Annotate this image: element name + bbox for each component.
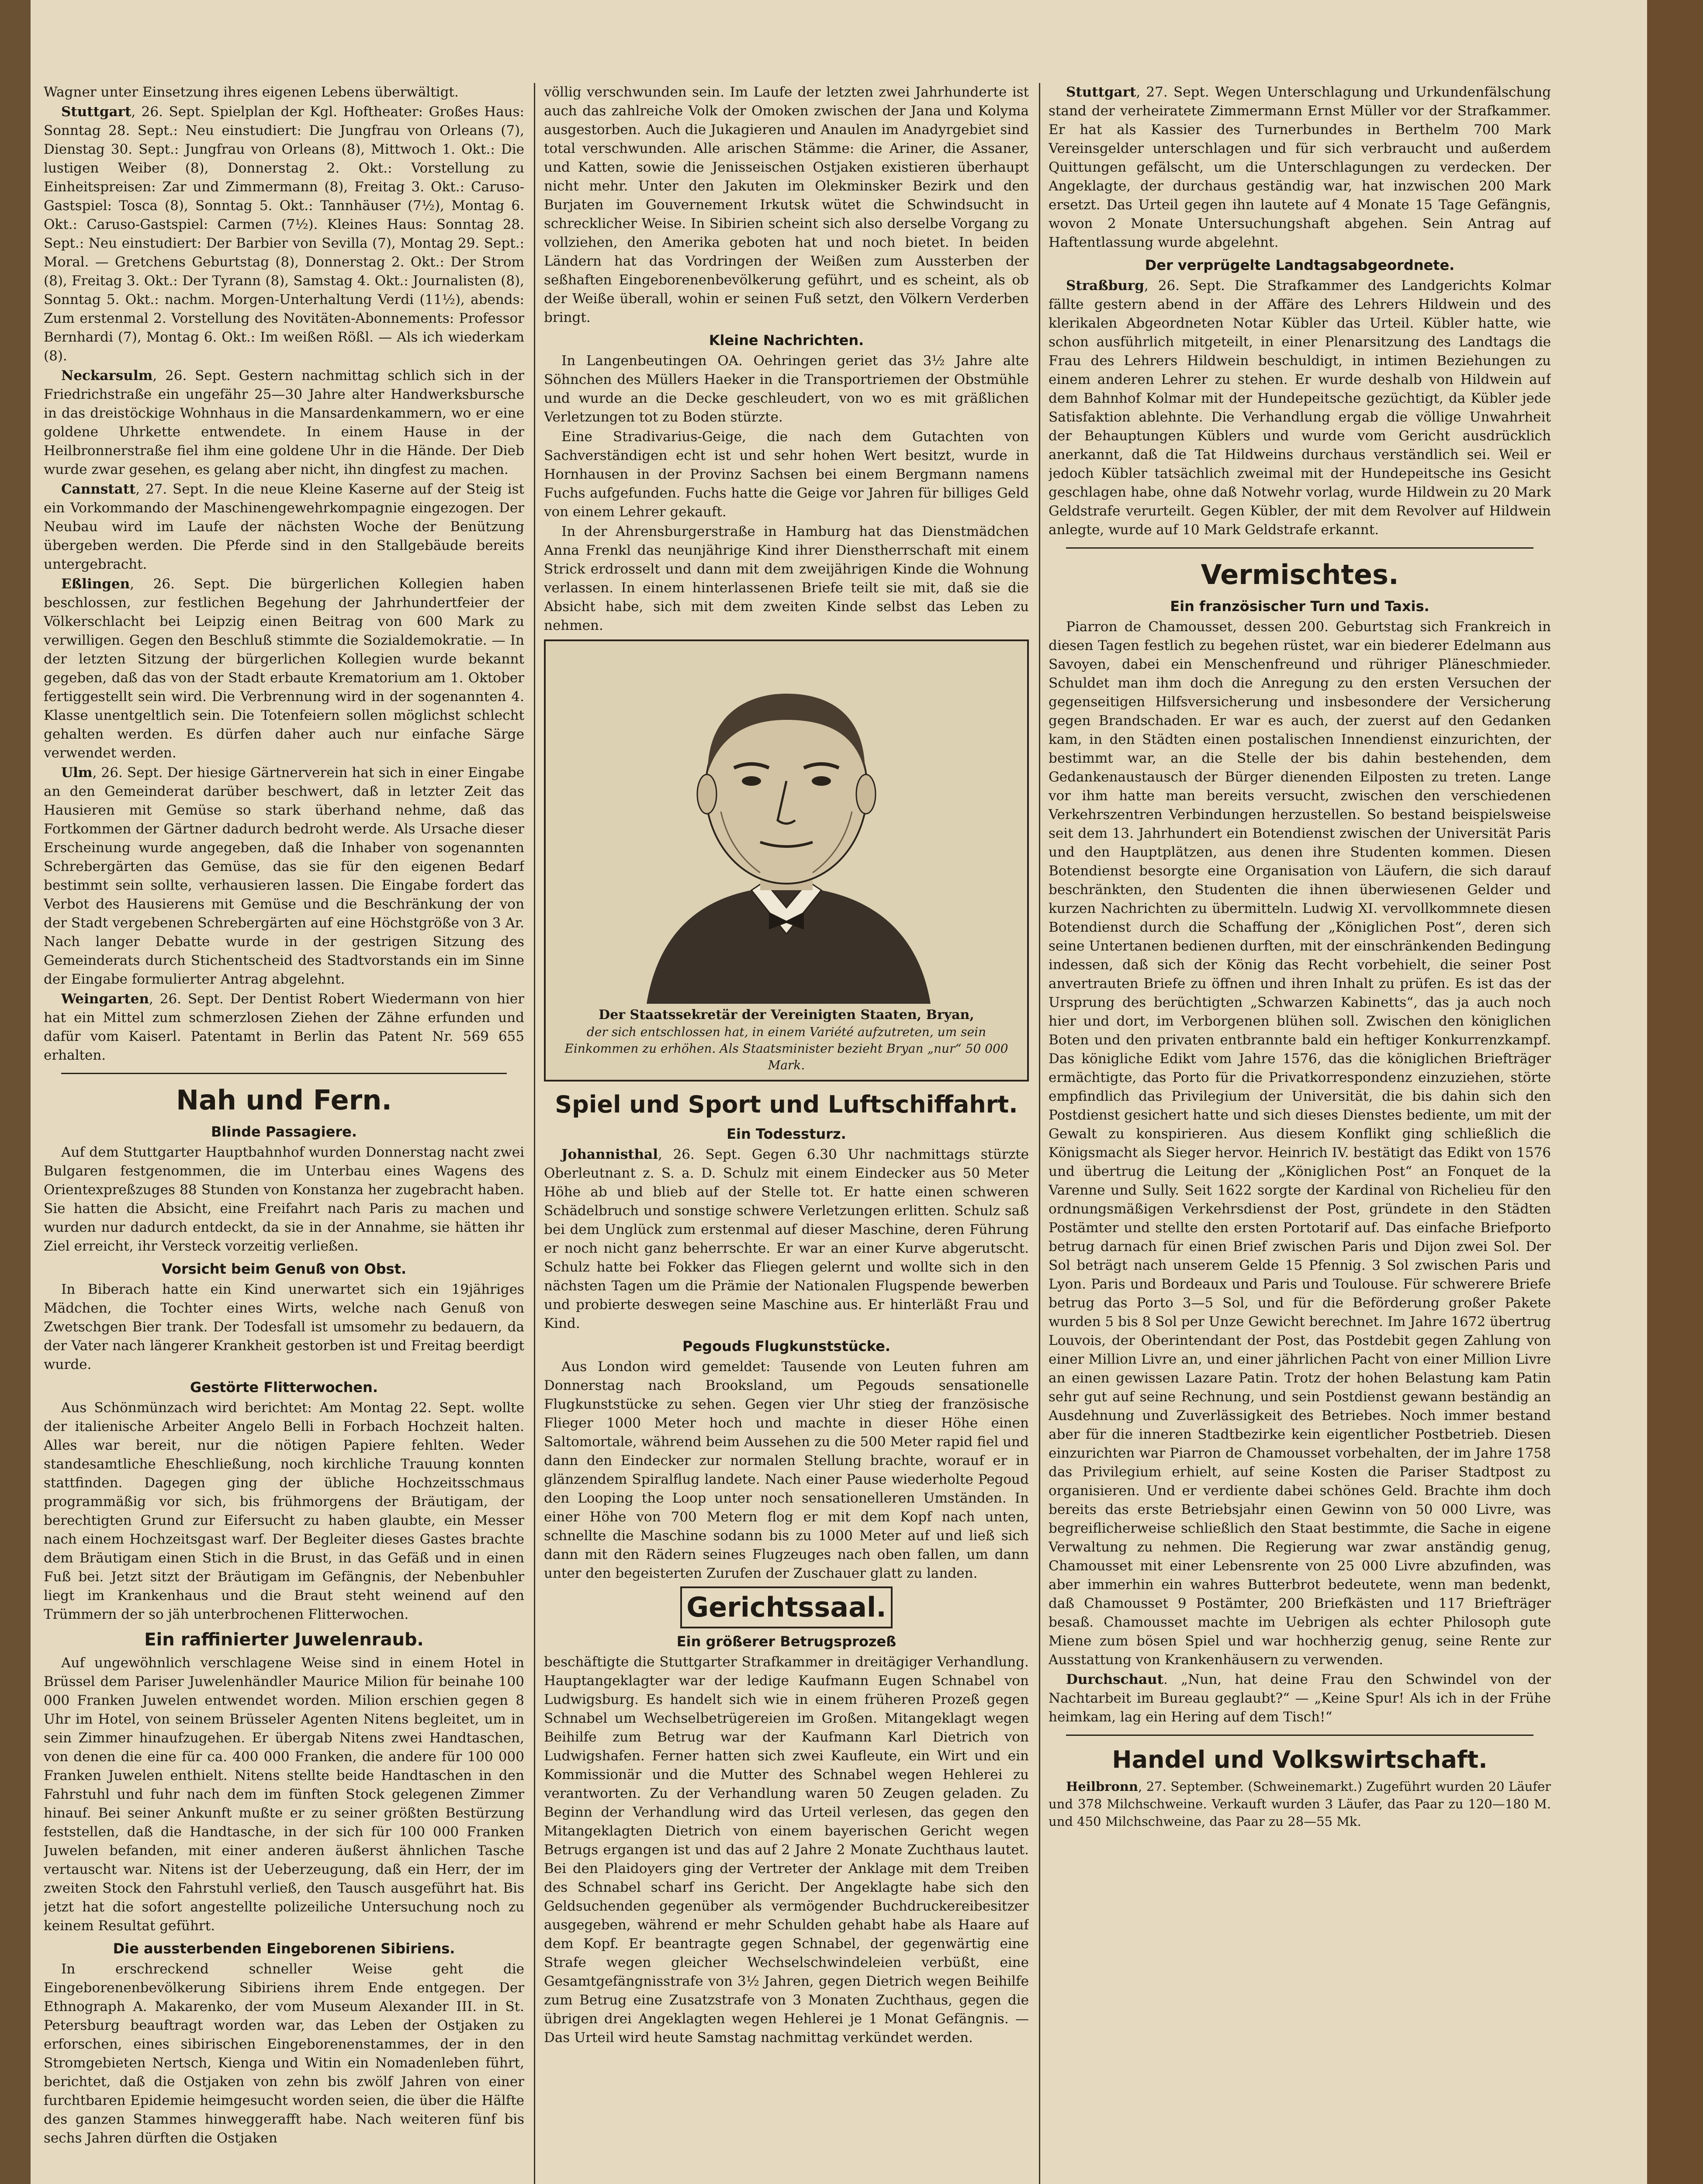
section-title-gerichtssaal: [544, 1586, 1029, 1628]
headline-todessturz: Ein Todessturz.: [727, 1126, 846, 1142]
article-neckarsulm: [44, 366, 524, 479]
article-stradivarius: Eine Stradivarius-Geige, die nach dem Gutachten von Sachverständigen echt ist und sehr hohen Wert besitzt, wurde in Hornhausen in der Provinz Sachsen bei einem Bergmann namens Fuchs aufgefunden. Fuchs hatte die Geige vor Jahren für billiges Geld von einem Lehrer gekauft.: [544, 429, 1029, 520]
article-text: , 27. Sept. In die neue Kleine Kaserne auf der Steig ist ein Vorkommando der Maschinengewehrkompagnie eingezogen. Der Neubau wird im Laufe der nächsten Woche der Benützung übergeben werden. Die Pferde sind in den Stallgebäude bereits untergebracht.: [44, 481, 524, 572]
portrait-illustration-box: [544, 639, 1029, 1082]
article-langenbeutingen: In Langenbeutingen OA. Oehringen geriet das 3½ Jahre alte Söhnchen des Müllers Haeker in die Transportriemen der Obstmühle und wurde an die Decke geschleudert, von wo es mit gräßlichen Verletzungen tot zu Boden stürzte.: [544, 353, 1029, 425]
column-1: [44, 83, 524, 2184]
article-durchschaut: [1049, 1670, 1551, 1727]
article-cannstatt: [44, 480, 524, 574]
article-turn-und-taxis: Piarron de Chamousset, dessen 200. Geburtstag sich Frankreich in diesen Tagen festlich zu begehen rüstet, war ein biederer Edelmann aus Savoyen, dabei ein Menschenfreund und rühriger Pläneschmieder. Schuldet man ihm doch die Anregung zu den ersten Versuchen der gegenseitigen Hilfsversicherung und insbesondere der Versicherung gegen Brandschaden. Er war es auch, der zuerst auf den Gedanken kam, in den Städten einen postalischen Innendienst einzurichten, der bestimmt war, an die Stelle der bis dahin bestehenden, dem Gedankenaustausch der Bürger dienenden Eilposten zu treten. Lange vor ihm hatte man bereits versucht, zwischen den verschiedenen Verkehrszentren Verbindungen herzustellen. So bestand beispielsweise seit dem 13. Jahrhundert ein Botendienst zwischen der Universität Paris und den Hauptplätzen, aus denen ihre Studenten kommen. Diesen Botendienst besorgte eine Organisation von Läufern, die sich darauf beschränkten, den Studenten die ihnen überwiesenen Gelder und kurzen Nachrichten zu übermitteln. Ludwig XI. vervollkommnete diesen Botendienst durch die Schaffung der „Königlichen Post“, deren sich seine Untertanen bedienen durften, mit der einschränkenden Bedingung indessen, daß sich der König das Recht vorbehielt, die seiner Post anvertrauten Briefe zu öffnen und ihren Inhalt zu prüfen. Es ist das der Ursprung des berüchtigten „Schwarzen Kabinetts“, das ja auch noch hier und dort, im Verborgenen blühen soll. Zwischen den königlichen Boten und den privaten entbrannte bald ein heftiger Konkurrenzkampf. Das königliche Edikt vom Jahre 1576, das die königlichen Briefträger ermächtigte, das Porto für die Privatkorrespondenz einzuziehen, störte empfindlich das Privilegium der Universität, die bis dahin sich den Postdienst gesichert hatte und sich dieses Dienstes bediente, um mit der Gewalt zu konspirieren. Aus diesem Konflikt ging schließlich die Königsmacht als Sieger hervor. Heinrich IV. bestätigt das Edikt von 1576 und übertrug die Leitung der „Königlichen Post“ an Fonquet de la Varenne und Sully. Seit 1622 sorgte der Kardinal von Richelieu für den ordnungsmäßigen Verkehrsdienst der Post, gründete in den Städten Postämter und stellte den ersten Portotarif auf. Das einfache Briefporto betrug darnach für einen Brief zwischen Paris und Dijon zwei Sol. Der Sol beträgt nach unserem Gelde 15 Pfennig. 3 Sol zwischen Paris und Lyon. Paris und Bordeaux und Paris und Toulouse. Für schwerere Briefe betrug das Porto 3—5 Sol, und für die Beförderung großer Pakete wurden 5 bis 8 Sol per Unze Gewicht berechnet. Im Jahre 1672 übertrug Louvois, der Oberintendant der Post, das Postdebit gegen Zahlung von einer Million Livre an, und einer jährlichen Pacht von einer Million Livre an einen gewissen Lazare Patin. Trotz der hohen Belastung kam Patin sehr gut auf seine Rechnung, und sein Postdienst gewann beständig an Ausdehnung und Zuverlässigkeit des Betriebes. Noch immer bestand aber für die inneren Stadtbezirke kein eigentlicher Postbetrieb. Diesen einzurichten war Piarron de Chamousset vorbehalten, der im Jahre 1758 das Privilegium erhielt, auf seine Kosten die Pariser Stadtpost zu organisieren. Und er verdiente dabei schönes Geld. Brachte ihm doch bereits das erste Betriebsjahr einen Gewinn von 50 000 Livre, was begreiflicherweise schließlich den Staat bestimmte, die Sache in eigene Verwaltung zu nehmen. Die Regierung war zwar anständig genug, Chamousset mit einer Lebensrente von 25 000 Livre abzufinden, was aber immerhin ein wahres Butterbrot bedeutete, wenn man bedenkt, daß Chamousset 9 Postämter, 200 Briefkästen und 117 Briefträger besaß. Chamousset machte im Uebrigen als echter Philosoph gute Miene zum bösen Spiel und war hochherzig genug, seine Rente zur Ausstattung von Krankenhäusern zu verwenden.: [1049, 619, 1551, 1668]
headline-sibirien: Die aussterbenden Eingeborenen Sibiriens.: [113, 1940, 455, 1957]
divider: [1066, 1735, 1533, 1736]
article-hamburg: In der Ahrensburgerstraße in Hamburg hat das Dienstmädchen Anna Frenkl das neunjährige Kind ihrer Dienstherrschaft mit einem Strick erdrosselt und dann mit dem zweijährigen Kinde die Wohnung verlassen. In einem hinterlassenen Briefe teilt sie mit, daß sie die Absicht habe, sich mit dem zweiten Kinde selbst das Leben zu nehmen.: [544, 524, 1029, 633]
article-stuttgart-theater: [44, 103, 524, 366]
column-rule: [1039, 83, 1040, 2184]
column-2: [544, 83, 1029, 2184]
intro-text: Wagner unter Einsetzung ihres eigenen Lebens überwältigt.: [44, 84, 459, 100]
placename: Weingarten: [61, 991, 149, 1007]
article-text: , 26. Sept. Die Strafkammer des Landgerichts Kolmar fällte gestern abend in der Affäre des Lehrers Hildwein und des klerikalen Abgeordneten Notar Kübler das Urteil. Kübler hatte, wie schon ausführlich mitgeteilt, in einer Plenarsitzung des Landtags die Frau des Lehrers Hildwein beschuldigt, in intimen Beziehungen zu einem anderen Lehrer zu stehen. Er wurde deshalb von Hildwein auf dem Bahnhof Kolmar mit der Hundepeitsche gezüchtigt, da Kübler jede Satisfaktion ablehnte. Die Verhandlung ergab die völlige Unwahrheit der Behauptungen Küblers und wurde vom Gericht ausdrücklich anerkannt, daß die Tat Hildweins durchaus verständlich sei. Weil er jedoch Kübler tatsächlich zweimal mit der Hundepeitsche ins Gesicht geschlagen habe, ohne daß Notwehr vorlag, wurde Hildwein zu 20 Mark Geldstrafe verurteilt. Gegen Kübler, der mit dem Revolver auf Hildwein anlegte, wurde auf 10 Mark Geldstrafe erkannt.: [1049, 278, 1551, 538]
book-binding-edge: [1647, 0, 1703, 2184]
section-title-nah-und-fern: Nah und Fern.: [176, 1084, 392, 1116]
article-juwelenraub: Auf ungewöhnlich verschlagene Weise sind in einem Hotel in Brüssel dem Pariser Juwelenhändler Maurice Milion für beinahe 100 000 Franken Juwelen entwendet worden. Milion erschien gegen 8 Uhr im Hotel, von seinem Brüsseler Agenten Nitens begleitet, um in sein Zimmer hinaufzugehen. Er übergab Nitens zwei Handtaschen, von denen die eine für ca. 400 000 Franken, die andere für 100 000 Franken Juwelen enthielt. Nitens stellte beide Handtaschen in den Fahrstuhl und fuhr nach dem im fünften Stock gelegenen Zimmer hinauf. Bei seiner Ankunft mußte er zu seiner größten Bestürzung feststellen, daß die Handtasche, in der sich für 100 000 Franken Juwelen befanden, mit einer anderen äußerst ähnlichen Tasche vertauscht war. Nitens ist der Ueberzeugung, daß ein Herr, der im zweiten Stock den Fahrstuhl verließ, den Tausch ausgeführt hat. Bis jetzt hat die sofort angestellte polizeiliche Untersuchung noch zu keinem Resultat geführt.: [44, 1655, 524, 1934]
headline-pegoud: Pegouds Flugkunststücke.: [682, 1338, 890, 1355]
column-rule: [534, 83, 535, 2184]
article-vorsicht-obst: In Biberach hatte ein Kind unerwartet sich ein 19jähriges Mädchen, die Tochter eines Wirts, welche nach Genuß von Zwetschgen Bier trank. Der Todesfall ist umsomehr zu bedauern, da der Vater nach längerer Krankheit gestorben ist und Freitag beerdigt wurde.: [44, 1282, 524, 1372]
headline-landtagsabgeordnete: Der verprügelte Landtagsabgeordnete.: [1145, 257, 1455, 273]
article-todessturz: [544, 1145, 1029, 1333]
divider: [61, 1073, 507, 1074]
section-title-vermischtes: Vermischtes.: [1201, 559, 1399, 591]
column-3: [1049, 83, 1551, 2184]
placename: Stuttgart: [61, 104, 132, 120]
placename: Cannstatt: [61, 481, 136, 497]
placename: Ulm: [61, 765, 93, 781]
article-text: , 26. Sept. Der hiesige Gärtnerverein hat sich in einer Eingabe an den Gemeinderat darüber beschwert, daß in letzter Zeit das Hausieren mit Gemüse so stark überhand nehme, daß das Fortkommen der Gärtner dadurch bedroht werde. Als Ursache dieser Erscheinung wurde angegeben, daß die Inhaber von sogenannten Schrebergärten das Gemüse, das sie für den eigenen Bedarf bestimmt sein sollte, verhausieren lassen. Die Eingabe fordert das Verbot des Hausierens mit Gemüse und die Beschränkung der von der Stadt vergebenen Schrebergärten auf eine Höchstgröße von 3 Ar. Nach langer Debatte wurde in der gestrigen Sitzung des Gemeinderats durch Stichentscheid des Stadtvorstands ein im Sinne der Eingabe formulierter Antrag abgelehnt.: [44, 765, 524, 987]
placename: Neckarsulm: [61, 368, 153, 384]
article-schweinemarkt: [1049, 1778, 1551, 1830]
article-text: , 26. Sept. Spielplan der Kgl. Hoftheater: Großes Haus: Sonntag 28. Sept.: Neu einstudiert: Die Jungfrau von Orleans (7), Dienstag 30. Sept.: Jungfrau von Orleans (8), Mittwoch 1. Okt.: Die lustigen Weiber (8), Donnerstag 2. Okt.: Vorstellung zu Einheitspreisen: Zar und Zimmermann (8), Freitag 3. Okt.: Caruso-Gastspiel: Tosca (8), Sonntag 5. Okt.: Tannhäuser (7½), Montag 6. Okt.: Caruso-Gastspiel: Carmen (7½). Kleines Haus: Sonntag 28. Sept.: Neu einstudiert: Der Barbier von Sevilla (7), Montag 29. Sept.: Moral. — Gretchens Geburtstag (8), Donnerstag 2. Okt.: Der Strom (8), Freitag 3. Okt.: Der Tyrann (8), Samstag 4. Okt.: Journalisten (8), Sonntag 5. Okt.: nachm. Morgen-Unterhaltung Verdi (11½), abends: Zum erstenmal 2. Vorstellung des Novitäten-Abonnements: Professor Bernhardi (7), Montag 6. Okt.: Im weißen Rößl. — Als ich wiederkam (8).: [44, 104, 524, 364]
article-text: . „Nun, hat deine Frau den Schwindel von der Nachtarbeit im Bureau geglaubt?“ — „Keine Spur! Als ich in der Frühe heimkam, lag ein Hering auf dem Tisch!“: [1049, 1672, 1551, 1725]
article-sibirien: In erschreckend schneller Weise geht die Eingeborenenbevölkerung Sibiriens ihrem Ende entgegen. Der Ethnograph A. Makarenko, der vom Museum Alexander III. in St. Petersburg beauftragt worden war, das Leben der Ostjaken zu erforschen, eines sibirischen Eingeborenenstammes, der in den Stromgebieten Nertsch, Kienga und Witin ein Nomadenleben führt, berichtet, daß die Ostjaken von zehn bis zwölf Jahren von einer furchtbaren Epidemie heimgesucht worden seien, die über die Hälfte des ganzen Stammes hinweggerafft habe. Nach weiteren fünf bis sechs Jahren dürften die Ostjaken: [44, 1961, 524, 2146]
article-pegoud: Aus London wird gemeldet: Tausende von Leuten fuhren am Donnerstag nach Brooksland, um Pegouds sensationelle Flugkunststücke zu sehen. Gegen vier Uhr stieg der französische Flieger 1000 Meter hoch und machte in dieser Höhe einen Saltomortale, während beim Aussehen zu die 500 Meter rapid fiel und dann den Eindecker zur normalen Stellung brachte, worauf er in glänzendem Spiralflug landete. Nach einer Pause wiederholte Pegoud den Looping the Loop unter noch sensationelleren Umständen. In einer Höhe von 700 Metern flog er mit dem Kopf nach unten, schnellte die Maschine sodann bis zu 1000 Meter auf und ließ sich dann mit den Rädern seines Flugzeuges nach oben fallen, um dann unter den begeisterten Zurufen der Zuschauer glatt zu landen.: [544, 1359, 1029, 1581]
article-text: , 26. Sept. Der Dentist Robert Wiedermann von hier hat ein Mittel zum schmerzlosen Ziehen der Zähne erfunden und dafür vom Kaiserl. Patentamt in Berlin das Patent Nr. 569 655 erhalten.: [44, 991, 524, 1063]
portrait-bryan-image: [620, 646, 952, 1004]
article-text: , 27. September. (Schweinemarkt.) Zugeführt wurden 20 Läufer und 378 Milchschweine. Verkauft wurden 3 Läufer, das Paar zu 120—180 M. und 450 Milchschweine, das Paar zu 28—55 Mk.: [1049, 1779, 1551, 1829]
headline-flitterwochen: Gestörte Flitterwochen.: [190, 1379, 378, 1396]
placename: Eßlingen: [61, 576, 130, 592]
placename: Straßburg: [1066, 278, 1144, 294]
section-title-handel: Handel und Volkswirtschaft.: [1112, 1746, 1488, 1773]
gerichtssaal-label: Gerichtssaal.: [680, 1586, 893, 1628]
article-blinde-passagiere: Auf dem Stuttgarter Hauptbahnhof wurden Donnerstag nacht zwei Bulgaren festgenommen, die im Unterbau eines Wagens des Orientexpreßzuges 88 Stunden von Konstanza her zugebracht haben. Sie hatten die Absicht, eine Freifahrt nach Paris zu machen und wurden nur dadurch entdeckt, da sie in der Annahme, sie hätten ihr Ziel erreicht, ihr Versteck vorzeitig verließen.: [44, 1144, 524, 1254]
article-weingarten: [44, 990, 524, 1065]
article-landtagsabgeordnete: [1049, 276, 1551, 539]
placename: Heilbronn: [1066, 1779, 1138, 1794]
headline-turn-und-taxis: Ein französischer Turn und Taxis.: [1170, 598, 1430, 615]
section-title-sport: Spiel und Sport und Luftschiffahrt.: [555, 1091, 1018, 1118]
article-esslingen: [44, 575, 524, 763]
article-text: , 26. Sept. Gestern nachmittag schlich sich in der Friedrichstraße ein ungefähr 25—30 Jahre alter Handwerksbursche in das dreistöckige Wohnhaus in die Mansardenkammern, wo er eine goldene Uhrkette entwendete. In einem Hause in der Heilbronnerstraße fiel ihm eine goldene Uhr in die Hände. Der Dieb wurde zwar gesehen, es gelang aber nicht, ihn dingfest zu machen.: [44, 368, 524, 477]
article-text: , 27. Sept. Wegen Unterschlagung und Urkundenfälschung stand der verheiratete Zimmermann Ernst Müller vor der Strafkammer. Er hat als Kassier des Turnerbundes in Berthelm 700 Mark Vereinsgelder unterschlagen und für sich verbraucht und außerdem Quittungen gefälscht, um die Unterschlagungen zu verdecken. Der Angeklagte, der durchaus geständig war, hat inzwischen 200 Mark ersetzt. Das Urteil gegen ihn lautete auf 4 Monate 15 Tage Gefängnis, wovon 2 Monate Untersuchungshaft abgehen. Sein Antrag auf Haftentlassung wurde abgelehnt.: [1049, 84, 1551, 250]
article-text: , 26. Sept. Die bürgerlichen Kollegien haben beschlossen, zur festlichen Begehung der Jahrhundertfeier der Völkerschlacht bei Leipzig einen Beitrag von 600 Mark zu verwilligen. Gegen den Beschluß stimmte die Sozialdemokratie. — In der letzten Sitzung der bürgerlichen Kollegien wurde bekannt gegeben, daß das von der Stadt erbaute Krematorium am 1. Oktober fertiggestellt sein wird. Die Verbrennung wird in der sogenannten 4. Klasse unentgeltlich sein. Die Totenfeiern sollen möglichst schlecht gehalten werden. Es dürfen daher auch nur einfache Särge verwendet werden.: [44, 576, 524, 761]
headline-betrugsprozess: Ein größerer Betrugsprozeß: [676, 1633, 896, 1650]
article-ulm: [44, 764, 524, 989]
divider: [1066, 547, 1533, 549]
portrait-caption-text: der sich entschlossen hat, in einem Variété aufzutreten, um sein Einkommen zu erhöhen. Als Staatsminister bezieht Bryan „nur“ 50 000 Mark.: [564, 1025, 1008, 1072]
article-sibirien-continued: völlig verschwunden sein. Im Laufe der letzten zwei Jahrhunderte ist auch das zahlreiche Volk der Omoken zwischen der Jana und Kolyma ausgestorben. Auch die Jukagieren und Anaulen im Anadyrgebiet sind total verschwunden. Alle arischen Stämme: die Ariner, die Assaner, und Katten, sowie die Jenisseischen Ostjaken existieren überhaupt nicht mehr. Unter den Jakuten im Olekminsker Bezirk und den Burjaten im Gouvernement Irkutsk wütet die Schwindsucht in schrecklicher Weise. In Sibirien scheint sich also derselbe Vorgang zu vollziehen, den Amerika geboten hat und noch bietet. In beiden Ländern hat das Vordringen der Weißen zum Aussterben der seßhaften Eingeborenenbevölkerung geführt, und es scheint, als ob der Weiße überall, wohin er seinen Fuß setzt, den Völkern Verderben bringt.: [544, 84, 1029, 325]
portrait-caption-title: Der Staatssekretär der Vereinigten Staaten, Bryan,: [599, 1007, 974, 1023]
headline-vorsicht-obst: Vorsicht beim Genuß von Obst.: [161, 1261, 407, 1277]
placename: Durchschaut: [1066, 1672, 1163, 1687]
headline-juwelenraub: Ein raffinierter Juwelenraub.: [144, 1630, 424, 1650]
headline-blinde-passagiere: Blinde Passagiere.: [211, 1123, 357, 1140]
article-text: , 26. Sept. Gegen 6.30 Uhr nachmittags stürzte Oberleutnant z. S. a. D. Schulz mit einem Eindecker aus 50 Meter Höhe ab und blieb auf der Stelle tot. Er hatte einen schweren Schädelbruch und sonstige schwere Verletzungen erlitten. Schulz saß bei dem Unglück zum erstenmal auf dieser Maschine, deren Führung er noch nicht ganz beherrschte. Er war an einer Kurve abgerutscht. Schulz hatte bei Fokker das Fliegen gelernt und wollte sich in den nächsten Tagen um die Prämie der Nationalen Flugspende bewerben und probierte deswegen seine Maschine aus. Er hinterläßt Frau und Kind.: [544, 1147, 1029, 1331]
article-flitterwochen: Aus Schönmünzach wird berichtet: Am Montag 22. Sept. wollte der italienische Arbeiter Angelo Belli in Forbach Hochzeit halten. Alles war bereit, nur die nötigen Papiere fehlten. Weder standesamtliche Eheschließung, noch kirchliche Trauung konnten stattfinden. Dagegen ging der übliche Hochzeitsschmaus programmäßig vor sich, bis frühmorgens der Bräutigam, der berechtigten Grund zur Eifersucht zu haben glaubte, ein Messer nach einem Hochzeitsgast warf. Der Begleiter dieses Gastes brachte dem Bräutigam einen Stich in die Brust, in das Gefäß und in einen Fuß bei. Jetzt sitzt der Bräutigam im Gefängnis, der Nebenbuhler liegt im Krankenhaus und die Braut steht weinend auf den Trümmern der so jäh unterbrochenen Flitterwochen.: [44, 1400, 524, 1622]
article-stuttgart-unterschlagung: [1049, 83, 1551, 252]
article-betrugsprozess: beschäftigte die Stuttgarter Strafkammer in dreitägiger Verhandlung. Hauptangeklagter war der ledige Kaufmann Eugen Schnabel von Ludwigsburg. Es handelt sich wie in einem früheren Prozeß gegen Schnabel um Wechselbetrügereien im Großen. Mitangeklagt wegen Beihilfe zum Betrug war der Kaufmann Karl Dietrich von Ludwigshafen. Ferner hatten sich zwei Kaufleute, ein Wirt und ein Kommissionär und die Mutter des Schnabel wegen Hehlerei zu verantworten. Zu der Verhandlung waren 50 Zeugen geladen. Zu Beginn der Verhandlung wird das Urteil verlesen, das gegen den Mitangeklagten Dietrich von einem bayerischen Gericht wegen Betrugs ergangen ist und das auf 2 Jahre 2 Monate Zuchthaus lautet. Bei den Plaidoyers ging der Vertreter der Anklage mit dem Treiben des Schnabel scharf ins Gericht. Der Angeklagte habe sich den Geldsuchenden gegenüber als vermögender Buchdruckereibesitzer ausgegeben, während er mehr Schulden gehabt habe als Haare auf dem Kopf. Er beantragte gegen Schnabel, der gegenwärtig eine Strafe wegen gleicher Wechselschwindeleien verbüßt, eine Gesamtgefängnisstrafe von 3½ Jahren, gegen Dietrich wegen Beihilfe zum Betrug eine Zusatzstrafe von 3 Monaten Zuchthaus, gegen die übrigen drei Angeklagten wegen Hehlerei je 1 Monat Gefängnis. — Das Urteil wird heute Samstag nachmittag verkündet werden.: [544, 1654, 1029, 2046]
placename: Stuttgart: [1066, 84, 1136, 100]
placename: Johannisthal: [561, 1147, 658, 1162]
headline-kleine-nachrichten: Kleine Nachrichten.: [709, 332, 864, 349]
